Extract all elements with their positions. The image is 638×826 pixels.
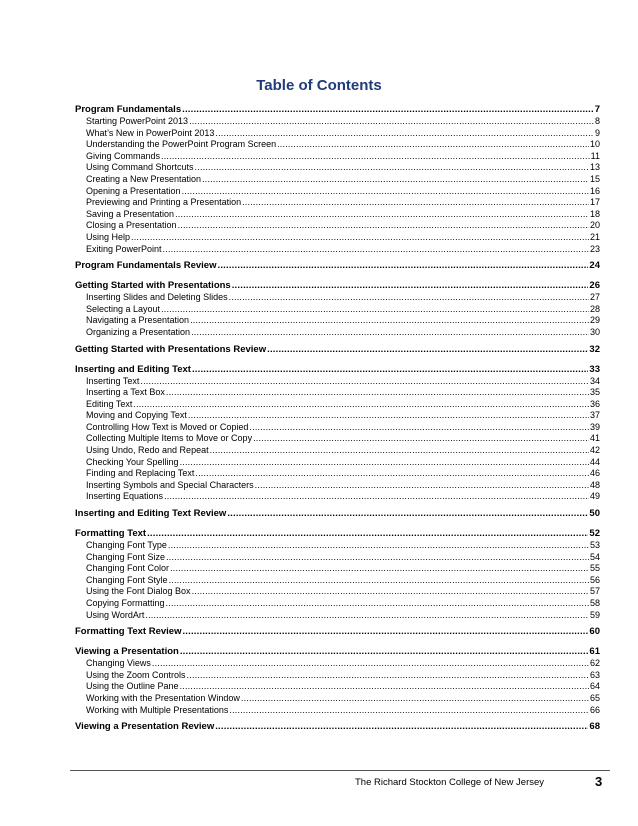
toc-entry-label: Exiting PowerPoint (86, 243, 162, 254)
toc-entry-label: Inserting a Text Box (86, 387, 165, 398)
toc-entry-page: 61 (589, 646, 600, 658)
toc-entry[interactable] (75, 705, 600, 717)
toc-entry-label: Working with Multiple Presentations (86, 704, 229, 715)
dot-leader (133, 399, 589, 411)
table-of-contents (75, 104, 600, 733)
toc-entry-label: Changing Font Style (86, 574, 168, 585)
toc-entry[interactable] (75, 151, 600, 163)
toc-entry-page: 17 (589, 197, 600, 208)
toc-entry[interactable] (75, 220, 600, 232)
toc-entry-page: 62 (589, 658, 600, 669)
toc-entry-label: Collecting Multiple Items to Move or Copy (86, 433, 253, 444)
toc-entry[interactable] (75, 376, 600, 388)
toc-entry-label: Changing Font Type (86, 540, 167, 551)
toc-entry-label: Viewing a Presentation (75, 646, 179, 658)
toc-entry-page: 7 (594, 104, 600, 115)
toc-entry[interactable] (75, 575, 600, 587)
toc-entry-page: 39 (589, 421, 600, 432)
toc-entry[interactable] (75, 162, 600, 174)
toc-entry-page: 28 (589, 303, 600, 314)
dot-leader (229, 292, 589, 304)
toc-section-review[interactable] (75, 260, 600, 272)
toc-entry-label: Using the Font Dialog Box (86, 586, 191, 597)
dot-leader (161, 151, 590, 163)
toc-entry-page: 41 (589, 433, 600, 444)
dot-leader (182, 186, 589, 198)
toc-entry[interactable] (75, 422, 600, 434)
toc-entry[interactable] (75, 292, 600, 304)
toc-entry[interactable] (75, 139, 600, 151)
toc-entry-page: 37 (589, 410, 600, 421)
toc-entry[interactable] (75, 586, 600, 598)
toc-entry-label: Controlling How Text is Moved or Copied (86, 421, 249, 432)
toc-entry-page: 9 (594, 127, 600, 138)
dot-leader (190, 315, 589, 327)
dot-leader (191, 327, 589, 339)
toc-entry[interactable] (75, 387, 600, 399)
toc-entry[interactable] (75, 209, 600, 221)
toc-entry-page: 18 (589, 208, 600, 219)
toc-entry-label: Opening a Presentation (86, 185, 181, 196)
toc-entry-page: 48 (589, 479, 600, 490)
toc-entry[interactable] (75, 610, 600, 622)
toc-entry-page: 52 (589, 528, 600, 540)
dot-leader (166, 387, 589, 399)
toc-entry[interactable] (75, 116, 600, 128)
dot-leader (192, 586, 589, 598)
dot-leader (227, 508, 588, 520)
dot-leader (182, 626, 588, 638)
toc-entry-label: Changing Font Size (86, 551, 166, 562)
dot-leader (277, 139, 589, 151)
toc-entry-page: 42 (589, 445, 600, 456)
toc-entry-page: 68 (589, 721, 600, 733)
toc-entry-page: 34 (589, 375, 600, 386)
toc-entry-page: 15 (589, 173, 600, 184)
toc-entry-label: Using Command Shortcuts (86, 162, 194, 173)
toc-entry[interactable] (75, 174, 600, 186)
toc-entry-label: Previewing and Printing a Presentation (86, 197, 242, 208)
toc-entry-label: Using Help (86, 231, 131, 242)
dot-leader (140, 376, 589, 388)
toc-entry-page: 66 (589, 704, 600, 715)
toc-entry-page: 35 (589, 387, 600, 398)
toc-entry[interactable] (75, 244, 600, 256)
page-title: Table of Contents (256, 77, 382, 94)
toc-entry-page: 46 (589, 468, 600, 479)
toc-entry-page: 30 (589, 326, 600, 337)
toc-entry-label: Using Undo, Redo and Repeat (86, 445, 209, 456)
dot-leader (192, 364, 588, 376)
toc-entry-label: Changing Views (86, 658, 151, 669)
dot-leader (210, 445, 589, 457)
dot-leader (164, 491, 589, 503)
dot-leader (267, 344, 588, 356)
dot-leader (152, 658, 589, 670)
dot-leader (195, 162, 589, 174)
dot-leader (215, 128, 594, 140)
toc-entry[interactable] (75, 315, 600, 327)
toc-entry-page: 20 (589, 220, 600, 231)
toc-entry-label: Copying Formatting (86, 598, 165, 608)
toc-entry-page: 36 (589, 398, 600, 409)
toc-entry[interactable] (75, 128, 600, 140)
toc-entry-page: 60 (589, 626, 600, 638)
toc-entry-page: 49 (589, 491, 600, 502)
dot-leader (188, 410, 589, 422)
toc-entry[interactable] (75, 491, 600, 503)
dot-leader (147, 528, 588, 540)
toc-entry-label: Program Fundamentals (75, 104, 182, 115)
dot-leader (182, 104, 594, 116)
toc-entry[interactable] (75, 670, 600, 682)
toc-entry-label: Getting Started with Presentations Review (75, 343, 267, 355)
toc-section-heading[interactable] (75, 646, 600, 658)
toc-entry-label: Formatting Text (75, 528, 147, 540)
toc-entry-label: Saving a Presentation (86, 208, 175, 219)
toc-entry-label: Organizing a Presentation (86, 326, 191, 337)
dot-leader (232, 280, 589, 292)
toc-entry-label: Editing Text (86, 398, 133, 409)
toc-entry[interactable] (75, 480, 600, 492)
toc-entry-page: 56 (589, 574, 600, 585)
toc-entry-page: 13 (589, 162, 600, 173)
dot-leader (170, 563, 589, 575)
dot-leader (145, 610, 589, 622)
toc-entry[interactable] (75, 327, 600, 339)
toc-entry-label: Getting Started with Presentations (75, 280, 231, 292)
toc-entry-page: 57 (589, 586, 600, 597)
dot-leader (178, 220, 589, 232)
dot-leader (255, 480, 589, 492)
toc-section-heading[interactable] (75, 364, 600, 376)
toc-entry[interactable] (75, 468, 600, 480)
dot-leader (180, 681, 589, 693)
dot-leader (202, 174, 589, 186)
toc-entry[interactable] (75, 598, 600, 610)
toc-entry-label: Inserting and Editing Text Review (75, 508, 227, 520)
toc-entry-page: 10 (589, 139, 600, 150)
toc-entry-page: 64 (589, 681, 600, 692)
footer-institution: The Richard Stockton College of New Jersey (355, 777, 545, 788)
dot-leader (169, 575, 589, 587)
dot-leader (175, 209, 589, 221)
toc-section-heading[interactable] (75, 528, 600, 540)
toc-entry-label: What’s New in PowerPoint 2013 (86, 127, 215, 138)
toc-entry-page: 63 (589, 669, 600, 680)
toc-entry[interactable] (75, 197, 600, 209)
dot-leader (161, 304, 589, 316)
toc-entry[interactable] (75, 399, 600, 411)
toc-entry-label: Checking Your Spelling (86, 456, 179, 467)
toc-entry-label: Starting PowerPoint 2013 (86, 116, 189, 126)
dot-leader (187, 670, 589, 682)
dot-leader (195, 468, 589, 480)
toc-entry-label: Program Fundamentals Review (75, 260, 217, 272)
toc-entry[interactable] (75, 658, 600, 670)
toc-entry-page: 8 (594, 116, 600, 126)
toc-entry-label: Moving and Copying Text (86, 410, 187, 421)
toc-entry-page: 21 (589, 231, 600, 242)
toc-entry-page: 59 (589, 609, 600, 620)
toc-section-review[interactable] (75, 721, 600, 733)
toc-entry-label: Understanding the PowerPoint Program Screen (86, 139, 277, 150)
toc-entry[interactable] (75, 457, 600, 469)
toc-entry-label: Inserting Slides and Deleting Slides (86, 292, 228, 303)
toc-section-review[interactable] (75, 344, 600, 356)
toc-entry[interactable] (75, 552, 600, 564)
toc-entry-page: 29 (589, 315, 600, 326)
dot-leader (229, 705, 589, 717)
dot-leader (217, 260, 588, 272)
dot-leader (168, 540, 589, 552)
toc-entry-page: 16 (589, 185, 600, 196)
toc-entry-label: Inserting Text (86, 375, 140, 386)
toc-entry-label: Giving Commands (86, 150, 161, 161)
toc-entry[interactable] (75, 445, 600, 457)
dot-leader (166, 552, 589, 564)
toc-entry-label: Inserting Symbols and Special Characters (86, 479, 254, 490)
toc-section-review[interactable] (75, 508, 600, 520)
dot-leader (180, 646, 589, 658)
toc-entry[interactable] (75, 681, 600, 693)
toc-entry-page: 23 (589, 243, 600, 254)
toc-entry[interactable] (75, 410, 600, 422)
toc-entry-label: Changing Font Color (86, 563, 170, 574)
footer-page-number: 3 (595, 774, 603, 789)
toc-entry-label: Inserting and Editing Text (75, 363, 191, 375)
toc-entry-page: 44 (589, 456, 600, 467)
toc-entry-label: Selecting a Layout (86, 303, 161, 314)
toc-section-review[interactable] (75, 626, 600, 638)
toc-entry-page: 32 (589, 343, 600, 355)
toc-section-heading[interactable] (75, 280, 600, 292)
toc-entry-label: Viewing a Presentation Review (75, 721, 215, 733)
dot-leader (253, 433, 589, 445)
dot-leader (215, 721, 588, 733)
toc-entry-label: Using WordArt (86, 609, 145, 620)
dot-leader (131, 232, 589, 244)
toc-entry-label: Finding and Replacing Text (86, 468, 195, 479)
toc-entry[interactable] (75, 563, 600, 575)
toc-entry-page: 27 (589, 292, 600, 303)
toc-entry-label: Formatting Text Review (75, 626, 182, 638)
dot-leader (241, 693, 589, 705)
toc-entry-page: 55 (589, 563, 600, 574)
toc-entry[interactable] (75, 540, 600, 552)
toc-entry-page: 53 (589, 540, 600, 551)
footer-divider (70, 770, 610, 771)
toc-entry-label: Using the Outline Pane (86, 681, 179, 692)
toc-entry[interactable] (75, 693, 600, 705)
toc-entry-label: Closing a Presentation (86, 220, 177, 231)
toc-entry-page: 24 (589, 260, 600, 272)
dot-leader (166, 598, 589, 610)
toc-entry[interactable] (75, 232, 600, 244)
toc-entry[interactable] (75, 304, 600, 316)
dot-leader (242, 197, 589, 209)
toc-entry-page: 26 (589, 280, 600, 292)
toc-entry-page: 54 (589, 551, 600, 562)
dot-leader (163, 244, 589, 256)
toc-entry-label: Creating a New Presentation (86, 173, 202, 184)
toc-entry-page: 58 (589, 598, 600, 608)
toc-entry-label: Working with the Presentation Window (86, 692, 240, 703)
toc-entry[interactable] (75, 433, 600, 445)
toc-entry-page: 65 (589, 692, 600, 703)
toc-entry-label: Inserting Equations (86, 491, 164, 502)
toc-entry-label: Navigating a Presentation (86, 315, 190, 326)
toc-entry-page: 11 (590, 150, 600, 161)
toc-section-heading[interactable] (75, 104, 600, 116)
dot-leader (189, 116, 594, 128)
dot-leader (180, 457, 589, 469)
toc-entry[interactable] (75, 186, 600, 198)
toc-entry-page: 50 (589, 508, 600, 520)
toc-entry-page: 33 (589, 363, 600, 375)
dot-leader (249, 422, 589, 434)
toc-entry-label: Using the Zoom Controls (86, 669, 186, 680)
